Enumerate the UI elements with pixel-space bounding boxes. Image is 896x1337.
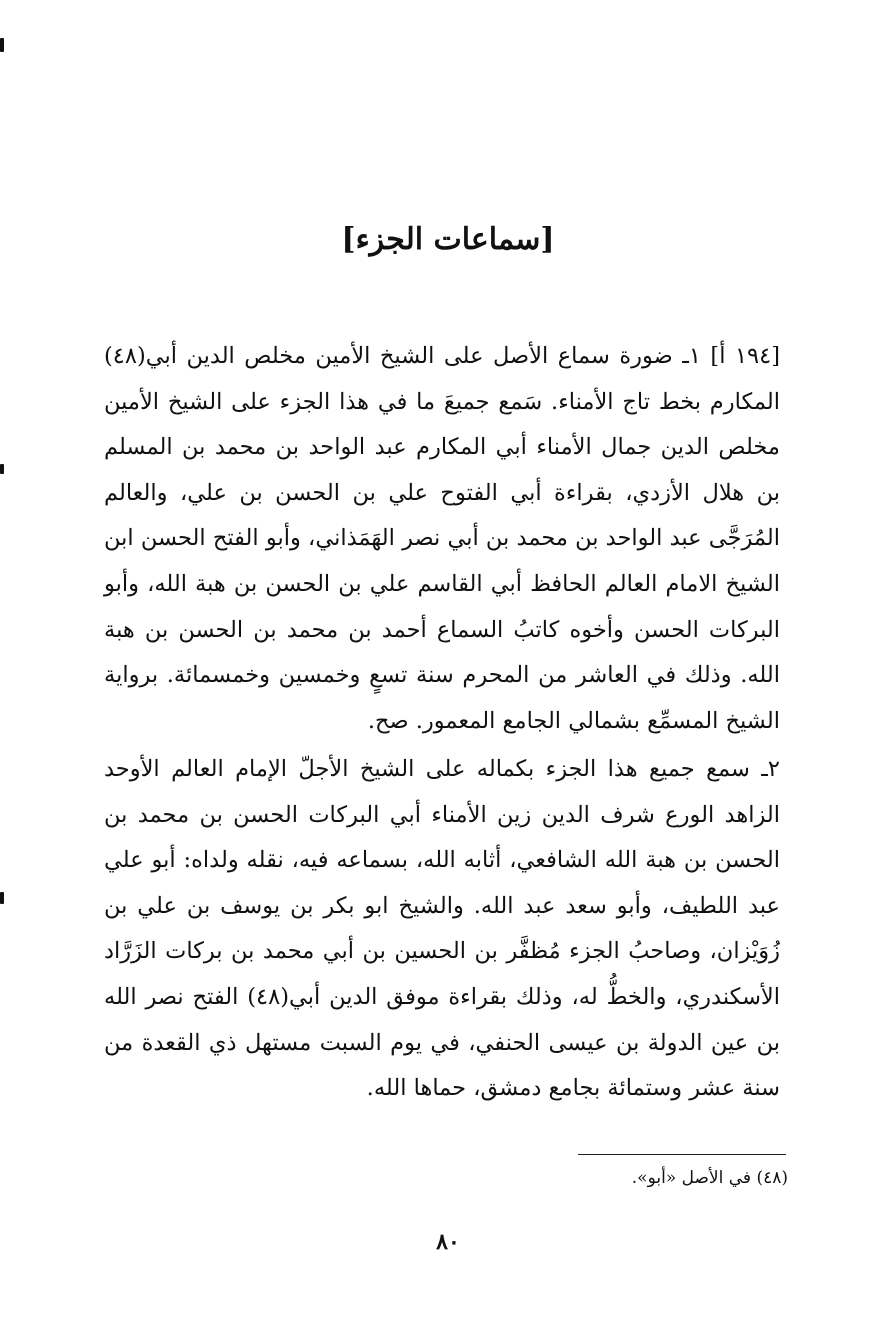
paragraph-2: ٢ـ سمع جميع هذا الجزء بكماله على الشيخ الأجلّ الإمام العالم الأوحد الزاهد الورع شرف الدين زين الأمناء أبي البركات الحسن بن محمد بن الحسن بن هبة الله الشافعي، أثابه الله، بسماعه فيه، نقله ولداه: أبو علي عبد اللطيف، وأبو سعد عبد الله. والشيخ ابو بكر بن يوسف بن علي بن زُوَيْزان، وصاحبُ الجزء مُظفَّر بن الحسين بن أبي محمد بن بركات الزَرَّاد الأسكندري، والخطُّ له، وذلك بقراءة موفق الدين أبي(٤٨) الفتح نصر الله بن عين الدولة بن عيسى الحنفي، في يوم السبت مستهل ذي القعدة من سنة عشر وستمائة بجامع دمشق، حماها الله. [104, 756, 781, 1102]
page-number: ٨٠ [436, 1229, 460, 1255]
footnote: (٤٨) في الأصل «أبو». [631, 1168, 788, 1188]
footnote-divider [578, 1154, 786, 1155]
paragraph-1: [١٩٤ أ] ١ـ ضورة سماع الأصل على الشيخ الأمين مخلص الدين أبي(٤٨) المكارم بخط تاج الأمناء. سَمع جميعَ ما في هذا الجزء على الشيخ الأمين مخلص الدين جمال الأمناء أبي المكارم عبد الواحد بن محمد بن المسلم بن هلال الأزدي، بقراءة أبي الفتوح علي بن الحسن بن علي، والعالم المُرَجَّى عبد الواحد بن محمد بن أبي نصر الهَمَذاني، وأبو الفتح الحسن ابن الشيخ الامام العالم الحافظ أبي القاسم علي بن الحسن بن هبة الله، وأبو البركات الحسن وأخوه كاتبُ السماع أحمد بن محمد بن الحسن بن هبة الله. وذلك في العاشر من المحرم سنة تسعٍ وخمسين وخمسمائة. برواية الشيخ المسمِّع بشمالي الجامع المعمور. صح. [104, 343, 780, 734]
scan-edge-mark [0, 464, 4, 474]
scan-edge-mark [0, 892, 4, 904]
section-title: [سماعات الجزء] [341, 222, 555, 257]
scan-edge-mark [0, 38, 4, 52]
